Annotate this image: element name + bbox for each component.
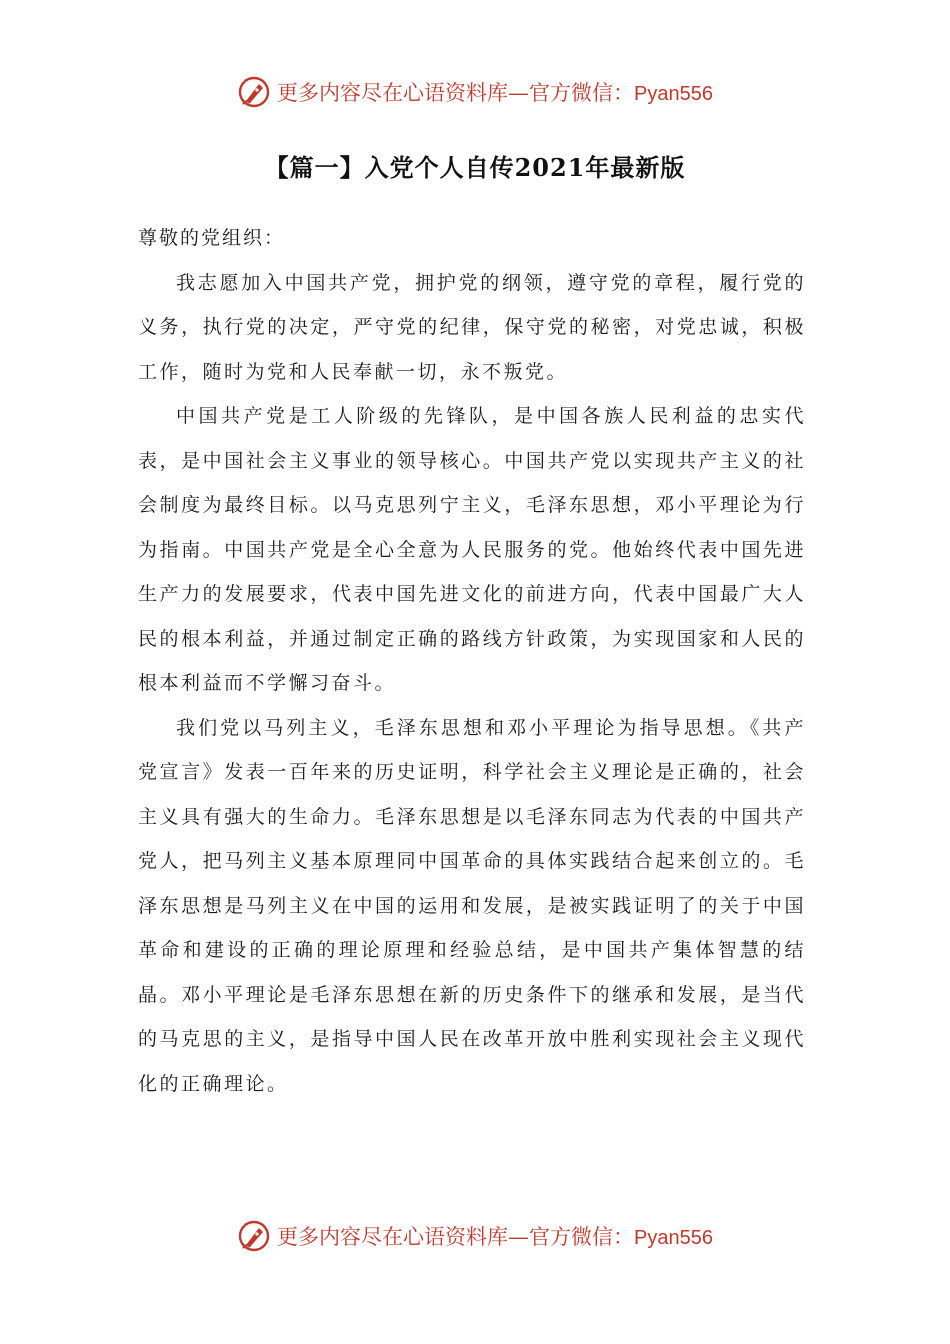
paragraph-2: 中国共产党是工人阶级的先锋队，是中国各族人民利益的忠实代表，是中国社会主义事业的领导核心。中国共产党以实现共产主义的社会制度为最终目标。以马克思列宁主义，毛泽东思想，邓小平理论为行为指南。中国共产党是全心全意为人民服务的党。他始终代表中国先进生产力的发展要求，代表中国先进文化的前进方向，代表中国最广大人民的根本利益，并通过制定正确的路线方针政策，为实现国家和人民的根本利益而不学懈习奋斗。 — [138, 405, 806, 694]
banner-wechat-id: Pyan556 — [634, 1227, 713, 1249]
footer-banner — [0, 1214, 950, 1258]
banner-text — [277, 1221, 713, 1251]
banner-main-text: 更多内容尽在心语资料库—官方微信： — [277, 81, 635, 105]
pen-nib-logo-icon — [237, 75, 271, 109]
banner-main-text: 更多内容尽在心语资料库—官方微信： — [277, 1225, 635, 1249]
banner-wechat-id: Pyan556 — [634, 83, 713, 105]
paragraph-1: 我志愿加入中国共产党，拥护党的纲领，遵守党的章程，履行党的义务，执行党的决定，严守党的纪律，保守党的秘密，对党忠诚，积极工作，随时为党和人民奉献一切，永不叛党。 — [138, 271, 806, 383]
banner-text — [277, 77, 713, 107]
document-body — [138, 216, 806, 1106]
document-title: 【篇一】入党个人自传2021年最新版 — [264, 153, 686, 182]
pen-nib-logo-icon — [237, 1219, 271, 1253]
header-banner — [0, 70, 950, 114]
paragraph-3: 我们党以马列主义，毛泽东思想和邓小平理论为指导思想。《共产党宣言》发表一百年来的历史证明，科学社会主义理论是正确的，社会主义具有强大的生命力。毛泽东思想是以毛泽东同志为代表的中国共产党人，把马列主义基本原理同中国革命的具体实践结合起来创立的。毛泽东思想是马列主义在中国的运用和发展，是被实践证明了的关于中国革命和建设的正确的理论原理和经验总结，是中国共产集体智慧的结晶。邓小平理论是毛泽东思想在新的历史条件下的继承和发展，是当代的马克思的主义，是指导中国人民在改革开放中胜利实现社会主义现代化的正确理论。 — [138, 716, 806, 1095]
salutation: 尊敬的党组织： — [138, 227, 286, 249]
